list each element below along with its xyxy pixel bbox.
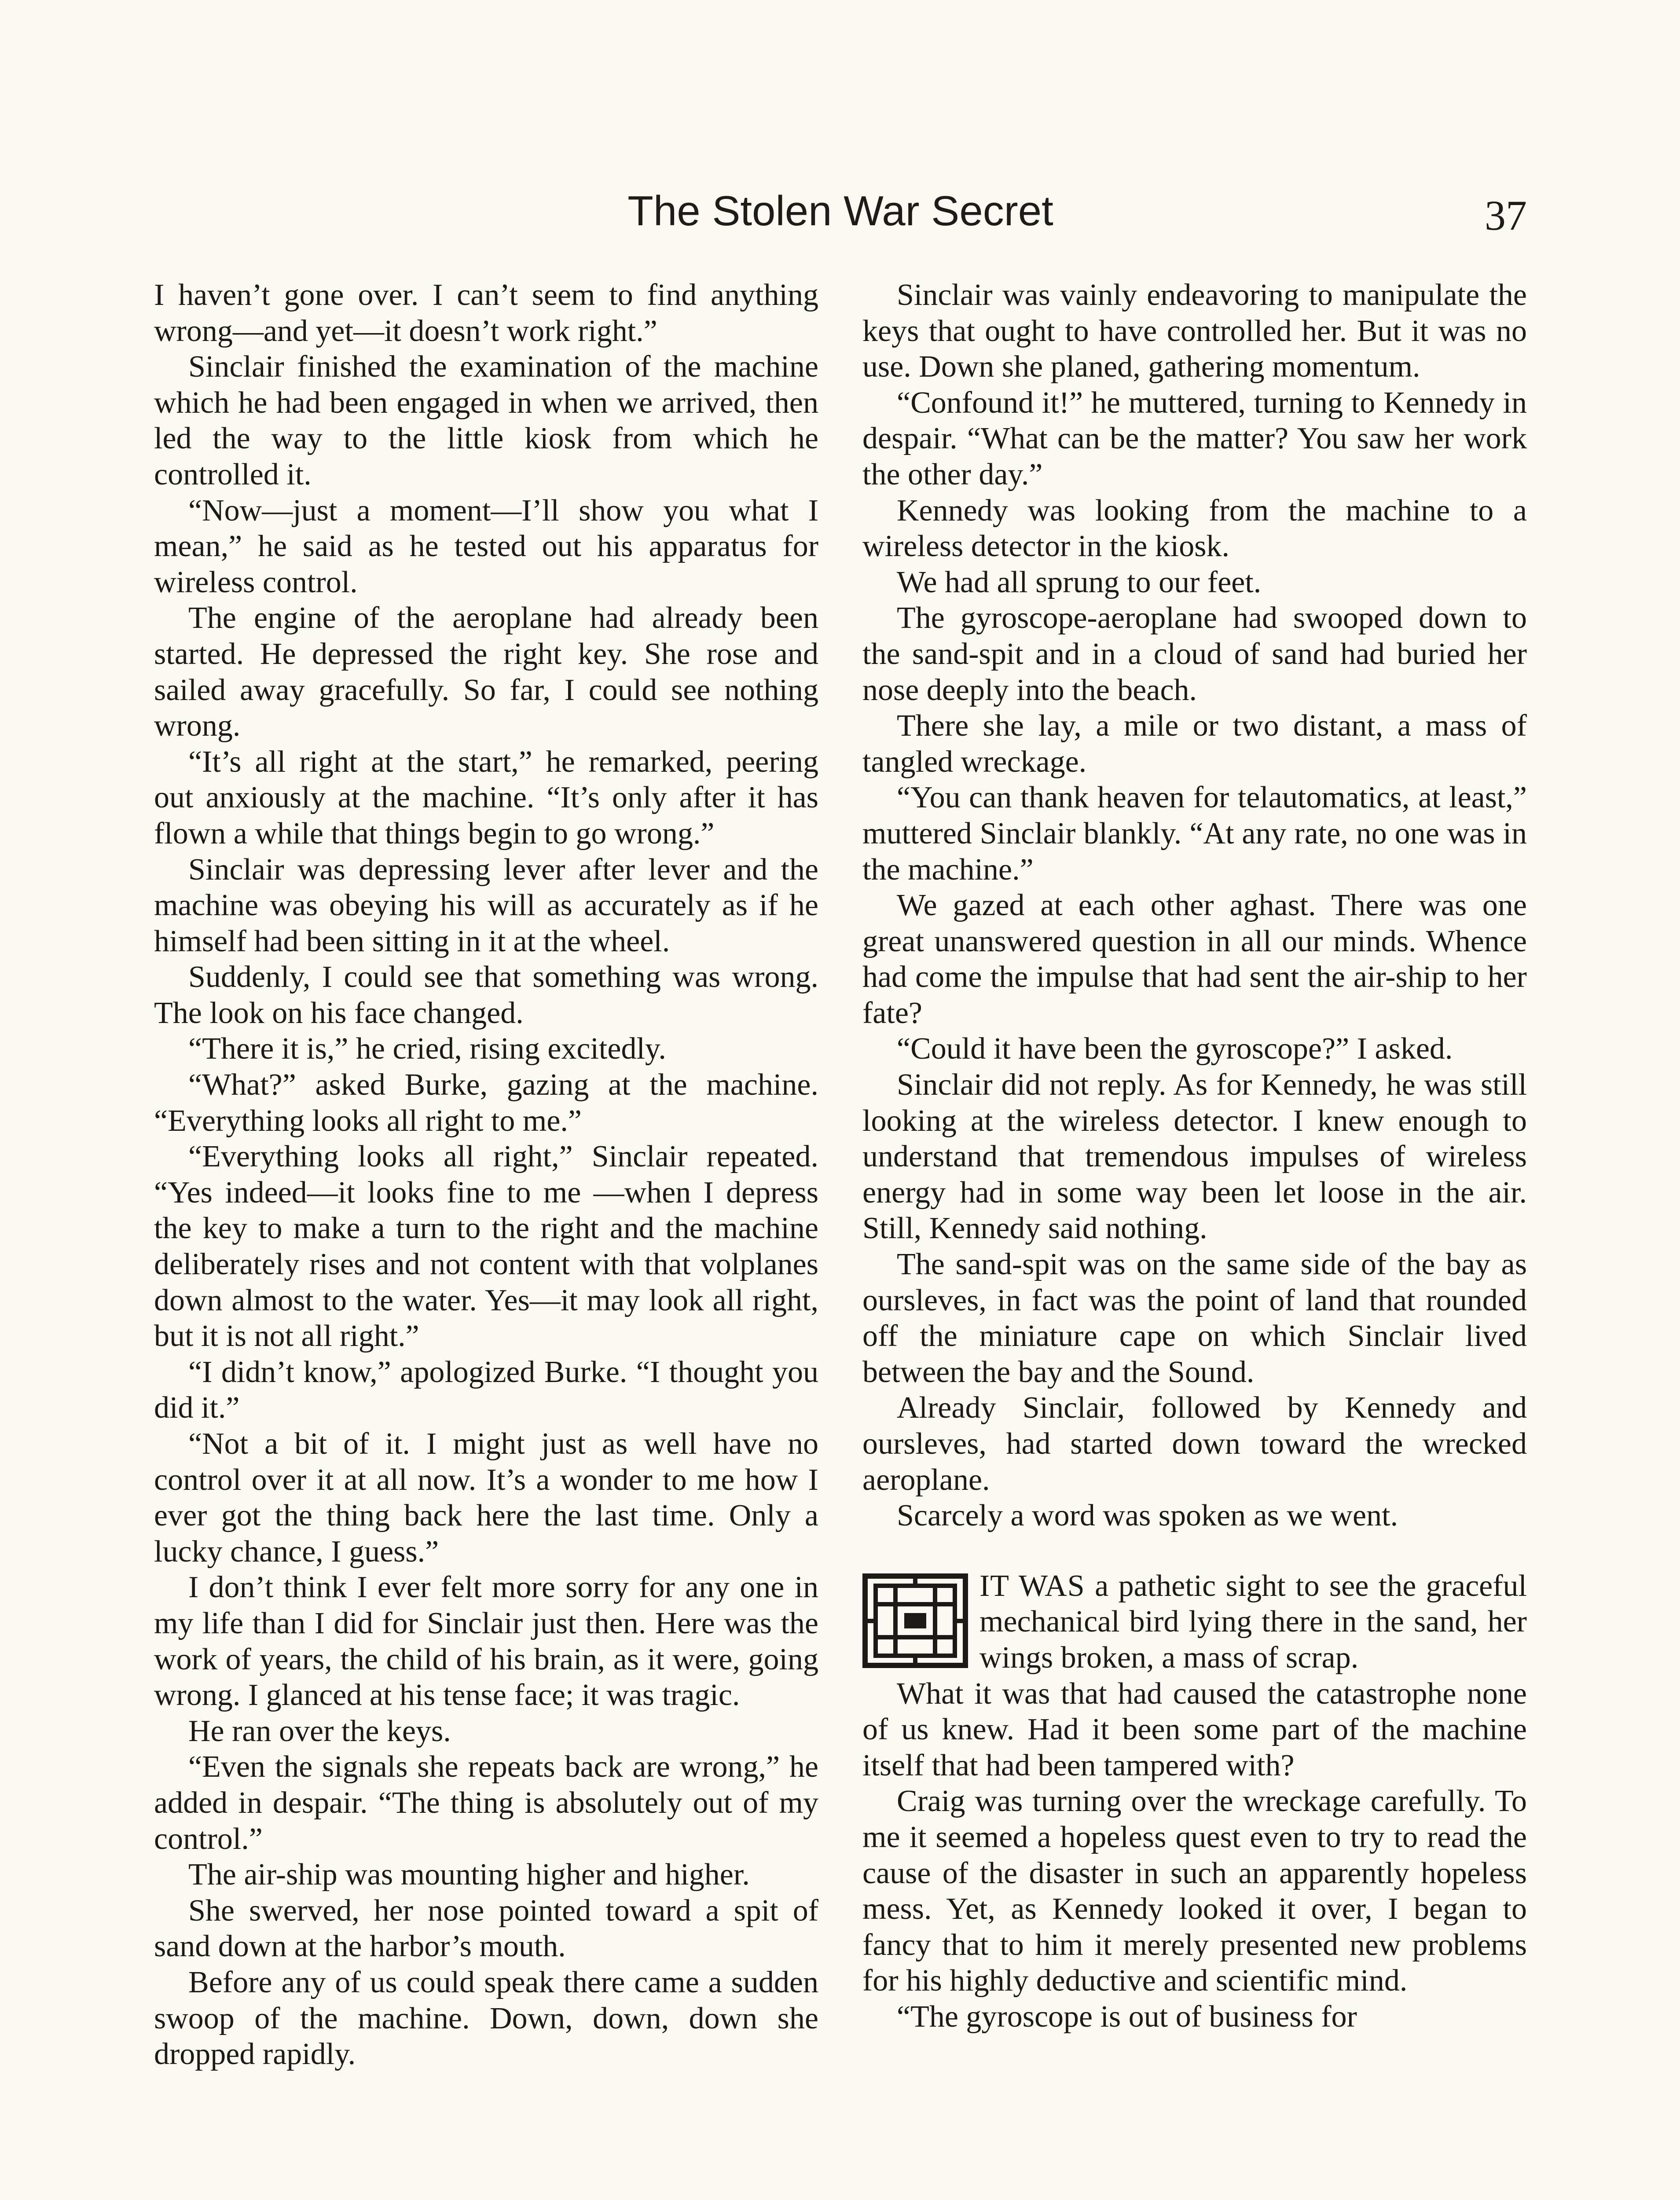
paragraph: Already Sinclair, followed by Kennedy and oursleves, had started down toward the wrecked aeroplane. bbox=[862, 1391, 1527, 1497]
section-opening-text: a pathetic sight to see the graceful mechanical bird lying there in the sand, her wings broken, a mass of scrap. bbox=[979, 1569, 1527, 1675]
paragraph: “It’s all right at the start,” he remarked, peering out anxiously at the machine. “It’s only after it has flown a while that things begin to go wrong.” bbox=[154, 744, 818, 851]
running-head bbox=[154, 178, 1527, 244]
paragraph: “I didn’t know,” apologized Burke. “I thought you did it.” bbox=[154, 1355, 818, 1425]
paragraph: There she lay, a mile or two distant, a mass of tangled wreckage. bbox=[862, 709, 1527, 779]
paragraph: Suddenly, I could see that something was wrong. The look on his face changed. bbox=[154, 960, 818, 1030]
paragraph: “What?” asked Burke, gazing at the machine. “Everything looks all right to me.” bbox=[154, 1068, 818, 1138]
paragraph: “Could it have been the gyroscope?” I asked. bbox=[897, 1032, 1453, 1066]
paragraph: The gyroscope-aeroplane had swooped down to the sand-spit and in a cloud of sand had buried her nose deeply into the beach. bbox=[862, 601, 1527, 707]
section-opening-paragraph bbox=[862, 1568, 1527, 1676]
paragraph: “Not a bit of it. I might just as well have no control over it at all now. It’s a wonder to me how I ever got the thing back here the last time. Only a lucky chance, I guess.” bbox=[154, 1427, 818, 1569]
paragraph: She swerved, her nose pointed toward a spit of sand down at the harbor’s mouth. bbox=[154, 1893, 818, 1964]
paragraph: Sinclair finished the examination of the machine which he had been engaged in when we arrived, then led the way to the little kiosk from which he controlled it. bbox=[154, 350, 818, 491]
right-column bbox=[862, 277, 1527, 2200]
paragraph: Sinclair was depressing lever after lever and the machine was obeying his will as accurately as if he himself had been sitting in it at the wheel. bbox=[154, 852, 818, 958]
paragraph: I haven’t gone over. I can’t seem to find anything wrong—and yet—it doesn’t work right.” bbox=[154, 278, 818, 348]
paragraph: “There it is,” he cried, rising excitedly. bbox=[188, 1032, 666, 1066]
paragraph: I don’t think I ever felt more sorry for any one in my life than I did for Sinclair just then. Here was the work of years, the child of his brain, as it were, going wrong. I glanced at his tense face; it was tragic. bbox=[154, 1570, 818, 1712]
paragraph: The air-ship was mounting higher and higher. bbox=[188, 1858, 750, 1892]
paragraph: Kennedy was looking from the machine to a wireless detector in the kiosk. bbox=[862, 493, 1527, 564]
paragraph: Sinclair did not reply. As for Kennedy, he was still looking at the wireless detector. I knew enough to understand that tremendous impulses of wireless energy had in some way been let loose in the air. Still, Kennedy said nothing. bbox=[862, 1068, 1527, 1246]
paragraph: The engine of the aeroplane had already been started. He depressed the right key. She rose and sailed away gracefully. So far, I could see nothing wrong. bbox=[154, 601, 818, 743]
paragraph: Before any of us could speak there came a sudden swoop of the machine. Down, down, down she dropped rapidly. bbox=[154, 1965, 818, 2072]
paragraph: “The gyroscope is out of business for bbox=[897, 1999, 1357, 2034]
paragraph: “Everything looks all right,” Sinclair repeated. “Yes indeed—it looks fine to me —when I depress the key to make a turn to the right and the machine deliberately rises and not content with that volplanes down almost to the water. Yes—it may look all right, but it is not all right.” bbox=[154, 1140, 818, 1353]
paragraph: Scarcely a word was spoken as we went. bbox=[897, 1499, 1398, 1533]
paragraph: “Now—just a moment—I’ll show you what I mean,” he said as he tested out his apparatus for wireless control. bbox=[154, 493, 818, 599]
paragraph: Sinclair was vainly endeavoring to manipulate the keys that ought to have controlled her. But it was no use. Down she planed, gathering momentum. bbox=[862, 278, 1527, 384]
left-column bbox=[154, 277, 818, 2200]
ornamental-initial-icon bbox=[862, 1573, 968, 1668]
paragraph: “Even the signals she repeats back are wrong,” he added in despair. “The thing is absolutely out of my control.” bbox=[154, 1750, 818, 1856]
paragraph: Craig was turning over the wreckage carefully. To me it seemed a hopeless quest even to try to read the cause of the disaster in such an apparently hopeless mess. Yet, as Kennedy looked it over, I began to fancy that to him it merely presented new problems for his highly deductive and scientific mind. bbox=[862, 1784, 1527, 1998]
page-title: The Stolen War Secret bbox=[627, 187, 1053, 235]
paragraph: “Confound it!” he muttered, turning to Kennedy in despair. “What can be the matter? You saw her work the other day.” bbox=[862, 385, 1527, 491]
paragraph: What it was that had caused the catastrophe none of us knew. Had it been some part of the machine itself that had been tampered with? bbox=[862, 1676, 1527, 1782]
paragraph: We gazed at each other aghast. There was one great unanswered question in all our minds. Whence had come the impulse that had sent the air-ship to her fate? bbox=[862, 888, 1527, 1030]
page-number: 37 bbox=[1485, 192, 1527, 239]
paragraph: He ran over the keys. bbox=[188, 1714, 451, 1748]
section-spacer bbox=[862, 1534, 1527, 1568]
section-lead-in: IT WAS bbox=[979, 1569, 1085, 1603]
paragraph: “You can thank heaven for telautomatics, at least,” muttered Sinclair blankly. “At any rate, no one was in the machine.” bbox=[862, 781, 1527, 887]
paragraph: The sand-spit was on the same side of the bay as oursleves, in fact was the point of land that rounded off the miniature cape on which Sinclair lived between the bay and the Sound. bbox=[862, 1247, 1527, 1389]
paragraph: We had all sprung to our feet. bbox=[897, 565, 1262, 599]
